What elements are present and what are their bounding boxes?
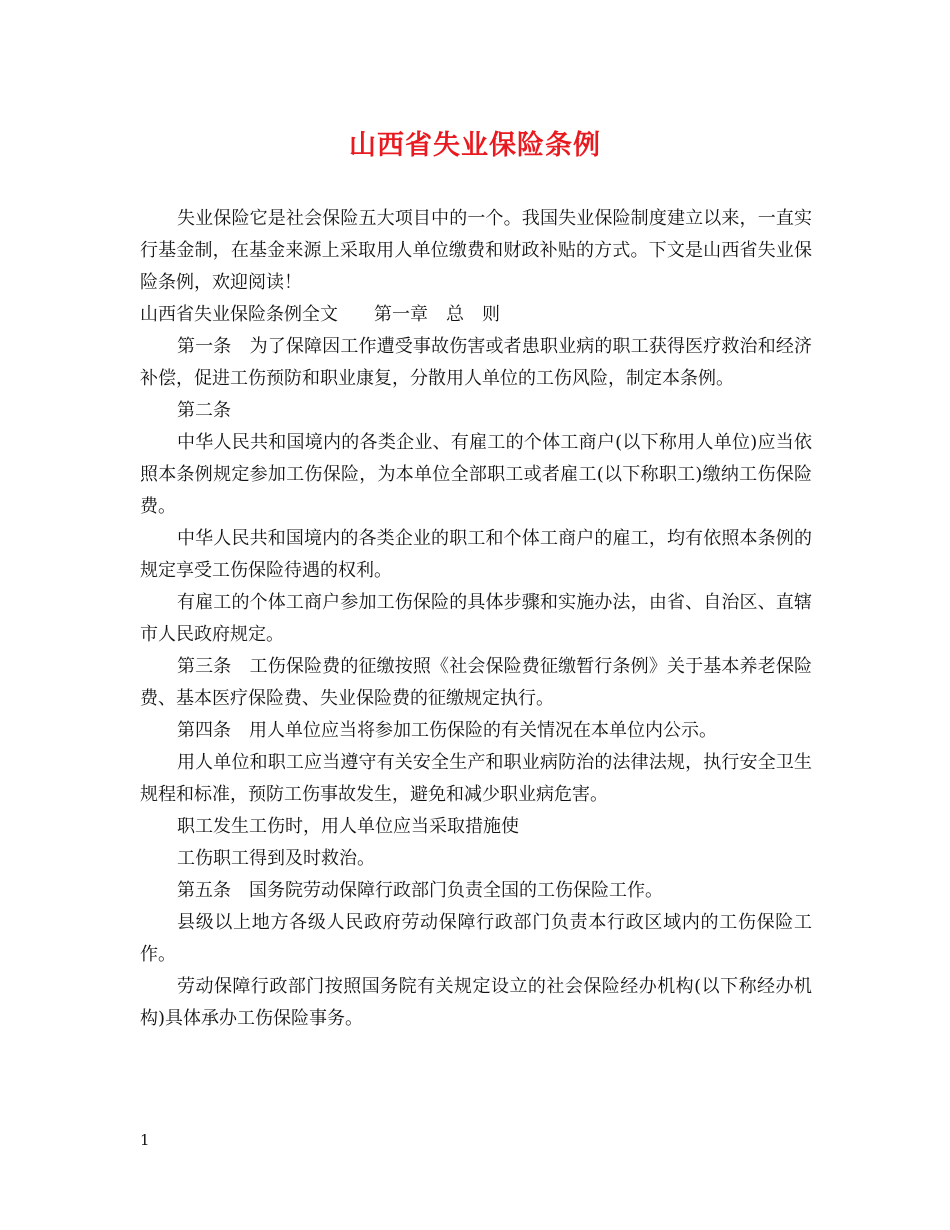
- document-body: [140, 203, 812, 1035]
- paragraph-article-2-heading: 第二条: [177, 400, 231, 421]
- paragraph-article-5: 第五条 国务院劳动保障行政部门负责全国的工伤保险工作。: [177, 880, 663, 901]
- paragraph-article-4: 第四条 用人单位应当将参加工伤保险的有关情况在本单位内公示。: [177, 720, 717, 741]
- paragraph-article-1: 第一条 为了保障因工作遭受事故伤害或者患职业病的职工获得医疗救治和经济补偿，促进工伤预防和职业康复，分散用人单位的工伤风险，制定本条例。: [140, 336, 812, 389]
- paragraph-article-4-clause-3a: 职工发生工伤时，用人单位应当采取措施使: [177, 816, 519, 837]
- page-number: 1: [140, 1131, 150, 1149]
- paragraph-chapter-heading: 山西省失业保险条例全文 第一章 总 则: [140, 304, 500, 325]
- paragraph-article-5-clause-3: 劳动保障行政部门按照国务院有关规定设立的社会保险经办机构(以下称经办机构)具体承办工伤保险事务。: [140, 976, 812, 1029]
- document-title: 山西省失业保险条例: [349, 130, 601, 161]
- paragraph-article-2-clause-2: 中华人民共和国境内的各类企业的职工和个体工商户的雇工，均有依照本条例的规定享受工伤保险待遇的权利。: [140, 528, 812, 581]
- paragraph-article-3: 第三条 工伤保险费的征缴按照《社会保险费征缴暂行条例》关于基本养老保险费、基本医疗保险费、失业保险费的征缴规定执行。: [140, 656, 812, 709]
- paragraph-article-2-clause-3: 有雇工的个体工商户参加工伤保险的具体步骤和实施办法，由省、自治区、直辖市人民政府规定。: [140, 592, 812, 645]
- paragraph-intro: 失业保险它是社会保险五大项目中的一个。我国失业保险制度建立以来，一直实行基金制，在基金来源上采取用人单位缴费和财政补贴的方式。下文是山西省失业保险条例，欢迎阅读！: [140, 208, 812, 293]
- paragraph-article-4-clause-3b: 工伤职工得到及时救治。: [177, 848, 375, 869]
- paragraph-article-2-clause-1: 中华人民共和国境内的各类企业、有雇工的个体工商户(以下称用人单位)应当依照本条例规定参加工伤保险，为本单位全部职工或者雇工(以下称职工)缴纳工伤保险费。: [140, 432, 812, 517]
- paragraph-article-5-clause-2: 县级以上地方各级人民政府劳动保障行政部门负责本行政区域内的工伤保险工作。: [140, 912, 812, 965]
- paragraph-article-4-clause-2: 用人单位和职工应当遵守有关安全生产和职业病防治的法律法规，执行安全卫生规程和标准，预防工伤事故发生，避免和减少职业病危害。: [140, 752, 812, 805]
